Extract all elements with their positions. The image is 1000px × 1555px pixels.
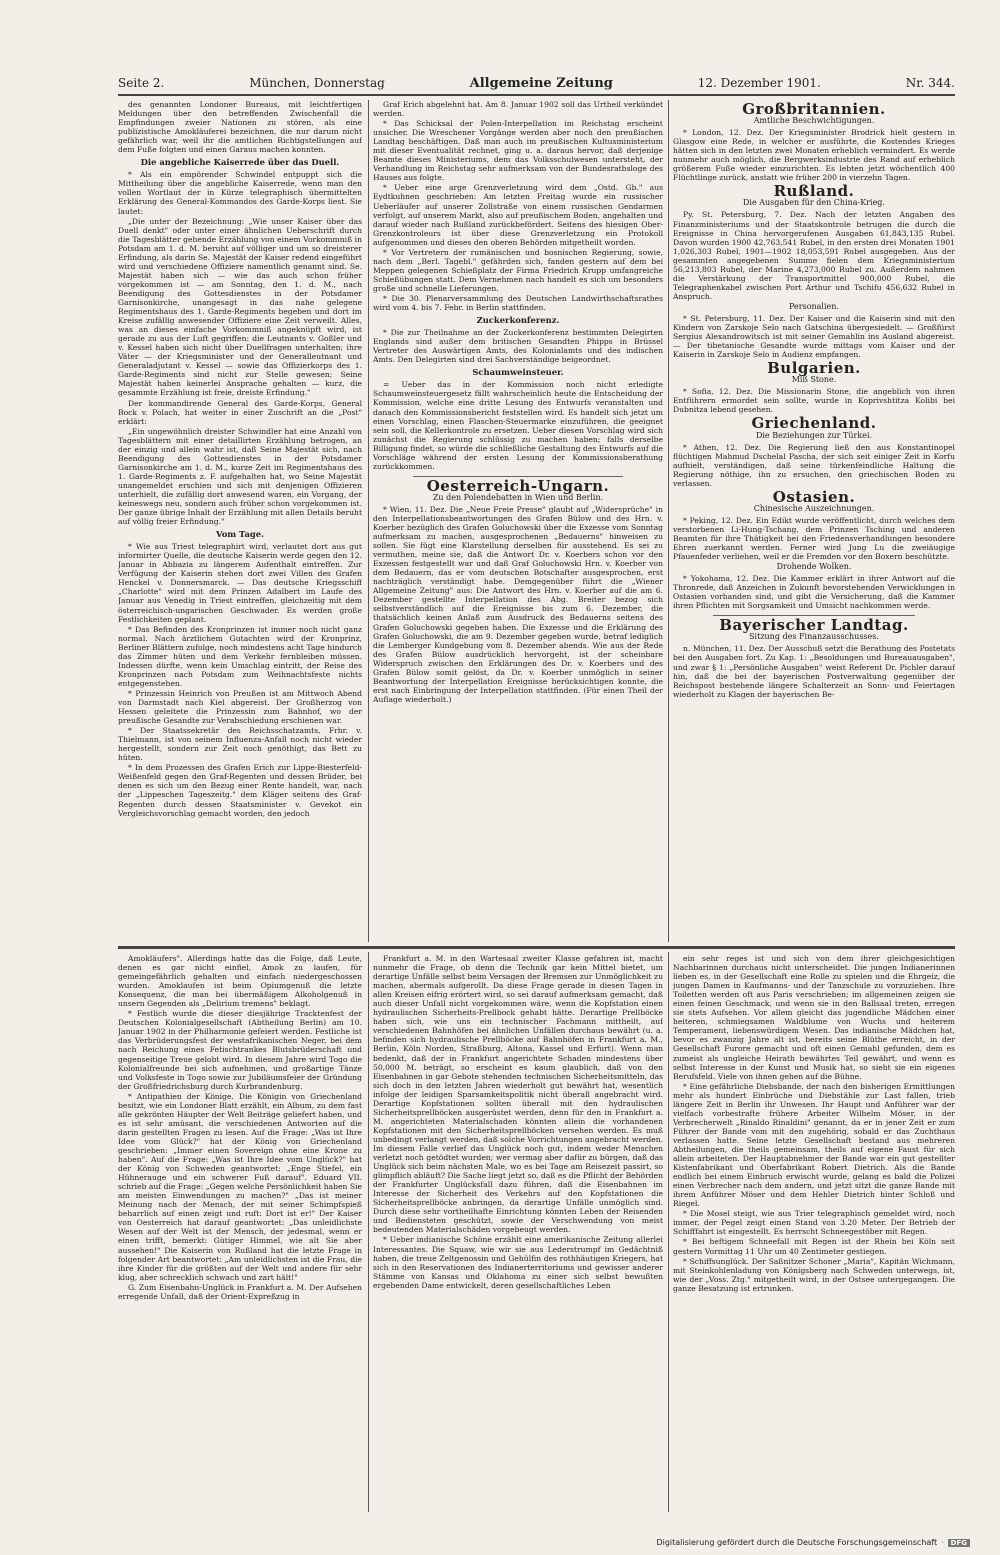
subheading: Drohende Wolken.: [776, 562, 852, 572]
masthead: Allgemeine Zeitung: [469, 75, 613, 91]
section-title: Bayerischer Landtag.: [719, 616, 909, 635]
paragraph: * Das Befinden des Kronprinzen ist immer noch nicht ganz normal. Nach ärztlichem Gutachten wird der Kronprinz, Berliner Blättern zufolge, noch mindestens acht Tage hindurch das Zimmer hüten und dem Verkehr fernbleiben müssen. Indessen dürfte, wenn kein Umschlag eintritt, der Reise des Kronprinzen nach Potsdam zum Weihnachtsfeste nichts entgegenstehen.: [118, 624, 362, 688]
paragraph: * Ueber eine arge Grenzverletzung wird dem „Ostd. Gb." aus Eydtkuhnen geschrieben: Am letzten Freitag wurde ein russischer Ueberläufer auf unserer Zollstraße von einem russischen Gendarmen verfolgt, auf unserem Markt, also auf preußischem Boden, angehalten und darauf wieder nach Rußland zurückbefördert. Seitens des hiesigen Ober-Grenzkontroleurs ist über diese Grenzverletzung ein Protokoll aufgenommen und dieses den oberen Behörden mitgetheilt worden.: [373, 183, 663, 247]
issue-number: Nr. 344.: [905, 76, 955, 90]
headline: Vom Tage.: [215, 529, 265, 540]
paragraph: * Yokohama, 12. Dez. Die Kammer erklärt in ihrer Antwort auf die Thronrede, daß Anzeichen in Zukunft bevorstehenden Verwicklungen in Ostasien vorhanden sind, und gibt die Versicherung, daß die Kammer ihren Pflichten mit Sorgsamkeit und Umsicht nachkommen werde.: [673, 574, 955, 611]
paragraph: Der kommandirende General des Garde-Korps, General Bock v. Polach, hat weiter in einer Zuschrift an die „Post" erklärt:: [118, 398, 362, 426]
paragraph: * Die Mosel steigt, wie aus Trier telegraphisch gemeldet wird, noch immer, der Pegel zeigt einen Stand von 3.20 Meter. Der Betrieb der Schifffahrt ist eingestellt. Es herrscht Schneegestöber mit Regen.: [673, 1209, 955, 1237]
paragraph: * Peking, 12. Dez. Ein Edikt wurde veröffentlicht, durch welches dem verstorbenen Li-Hung-Tschang, dem Prinzen Tsching und anderen Beamten für ihre Thätigkeit bei den Friedensverhandlungen besondere Ehren zuerkannt werden. Ferner wird Jung Lu die zweiäugige Pfauenfeder verliehen, weil er die Fremden vor den Boxern beschützte.: [673, 515, 955, 562]
header-date: 12. Dezember 1901.: [697, 76, 821, 90]
column-divider: [368, 100, 369, 942]
lower-column-2: [373, 954, 663, 1510]
section-title: Bulgarien.: [767, 359, 861, 378]
section-title: Großbritannien.: [742, 100, 886, 118]
section-title: Ostasien.: [772, 487, 856, 506]
subheading: Miß Stone.: [791, 375, 837, 385]
column-divider: [668, 952, 669, 1512]
column-3: [673, 100, 955, 942]
page-header: [118, 72, 955, 94]
paragraph: * Sofia, 12. Dez. Die Missionarin Stone, die angeblich von ihren Entführern ermordet sein sollte, wurde in Koprivshtitza Kolibi bei Dubnitza lebend gesehen.: [673, 387, 955, 415]
subheading: Personalien.: [789, 301, 839, 311]
lower-column-3: [673, 954, 955, 1510]
paragraph: * Die 30. Plenarversammlung des Deutschen Landwirthschaftsrathes wird vom 4. bis 7. Febr. in Berlin stattfinden.: [373, 293, 663, 313]
paragraph: = Ueber das in der Kommission noch nicht erledigte Schaumweinsteuergesetz fällt wahrscheinlich heute die Entscheidung der Kommission, welche eine dritte Lesung des Entwurfs veranstalten und danach den Kommissionsbericht feststellen wird. Es handelt sich jetzt um einen Vorschlag, einen Flaschen-Steuermarke einzuführen, die geeignet sein soll, die Kellerkontrole zu ersetzen. Ueber diesen Vorschlag wird sich zunächst die Regierung schlüssig zu machen haben; falls derselbe Billigung findet, so würde die schließliche Gestaltung des Entwurfs auf die Vorschläge während der ersten Lesung der Kommissionsberathung zurückkommen.: [373, 380, 663, 471]
subheading: Zu den Polendebatten in Wien und Berlin.: [432, 492, 604, 502]
section-divider: [118, 946, 955, 949]
headline: Die angebliche Kaiserrede über das Duell.: [140, 157, 340, 168]
headline: Zuckerkonferenz.: [476, 315, 560, 326]
paragraph: * Eine gefährliche Diebsbande, der nach den bisherigen Ermittlungen mehr als hundert Einbrüche und Diebstähle zur Last fallen, trieb längere Zeit in Berlin ihr Unwesen. Ihr Haupt und Anführer war der vielfach vorbestrafte frühere Arbeiter Wilhelm Möser, in der Verbrecherwelt „Rinaldo Rinaldini" genannt, da er in jener Zeit er zum Führer der Bande vom mit den zugehörig, sobald er das Zuchthaus verlassen hatte. Seine letzte Gesellschaft bestand aus mehreren Abtheilungen, die theils gemeinsam, theils auf eigene Faust für sich allein arbeiteten. Der Hauptabnehmer der Bande war ein gut gestellter Kistenfabrikant und Oberfabrikant Robert Dietrich. Als die Bande endlich bei einem Einbruch erwischt wurde, gelang es bald die Polizei einen Verbrecher nach dem andern, und jetzt sitzt die ganze Bande mit ihrem Anführer Möser und dem Hehler Dietrich hinter Schloß und Riegel.: [673, 1081, 955, 1209]
paragraph: ein sehr reges ist und sich von dem ihrer gleichgesichtigen Nachbarinnen durchaus nicht unterscheidet. Die jungen Indianerinnen lieben es, in der Gesellschaft eine Rolle zu spielen und die Ehrgeiz, die jungen Damen in Kaufmanns- und der Tanzschule zu vorzuziehen. Ihre Toiletten werden oft aus Paris verschrieben; im allgemeinen zeigen sie einen feinen Geschmack, und wenn sie in den Ballsaal treten, erregen sie stets Aufsehen. Vor allem gleicht das jugendliche Mädchen einer heiteren, schmiegsamen Waldblume von Wuchs und heiterem Temperament, liebenswürdigem Wesen. Das indianische Mädchen hat, bevor es zwanzig Jahre alt ist, bereits seine Blüthe erreicht, in der Gesellschaft Furore gemacht und oft einen Gemahl gefunden, dem es zumeist als ungleiche Heirath bewährtes Teil gewährt, und wenn es selbst Interesse in der Kunst und Musik hat, so sieht sie ein eigenes Berufsfeld. Viele von ihnen gehen auf die Bühne.: [673, 954, 955, 1081]
column-2: [373, 100, 663, 942]
paragraph: * Bei heftigem Schneefall mit Regen ist der Rhein bei Köln seit gestern Vormittag 11 Uhr um 40 Zentimeter gestiegen.: [673, 1237, 955, 1256]
paragraph: Frankfurt a. M. in den Wartesaal zweiter Klasse gefahren ist, macht nunmehr die Frage, ob denn die Technik gar kein Mittel bietet, um derartige Unfälle selbst beim Versagen der Bremsen zur Unmöglichkeit zu machen, abermals aufgerollt. Da diese Frage gerade in diesen Tagen in allen Kreisen eifrig erörtert wird, so sei darauf aufmerksam gemacht, daß auch dieser Unfall nicht vorgekommen wäre, wenn die Kopfstation einen hydraulischen Sicherheits-Prellbock gehabt hätte. Derartige Prellböcke haben sich, wie uns ein technischer Fachmann mittheilt, auf verschiedenen Bahnhöfen bei ähnlichen Unfällen durchaus bewährt (u. a. befinden sich hydraulische Prellböcke auf Bahnhöfen in Frankfurt a. M., Berlin, Köln Norden, Straßburg, Altona, Kassel und Erfurt). Wenn man bedenkt, daß der in Frankfurt angerichtete Schaden mindestens über 50,000 M. beträgt, so erscheint es kaum glaublich, daß von den Eisenbahnen in gar Gebote stehenden technischen Sicherheitsmitteln, das sich doch in den letzten Jahren wiederholt gut bewährt hat, wesentlich infolge der leidigen Sparsamkeitspolitik nicht überall angebracht wird. Derartige Kopfstationen sollten überall mit den hydraulischen Sicherheitsprellböcken ausgerüstet werden, denn für den in Frankfurt a. M. angerichteten Materialschaden könnten allein die vorhandenen Kopfstationen mit den Sicherheitsprellböcken versehen werden. Es muß unbedingt verlangt werden, daß solche Vorrichtungen angebracht werden. Im diesem Falle verlief das Unglück noch gut, indem weder Menschen verletzt noch getödtet wurden; wer vermag aber dafür zu bürgen, daß das Unglück sich beim nächsten Male, wo es bei Tage am Reisezeit passirt, so glimpflich abläuft? Die Sache liegt jetzt so, daß es die Pflicht der Behörden der Frankfurter Unglücksfall dazu führen, daß die Eisenbahnen im Interesse der Sicherheit des Verkehrs auf den Kopfstationen die Sicherheitsprellböcke anbringen, da derartige Unfälle unmöglich sind. Durch diese sehr vortheilhafte Einrichtung könnten Leben der Reisenden und Bediensteten geschützt, sowie der Verschwendung von meist bedeutenden Materialschäden vorgebeugt werden.: [373, 954, 663, 1235]
paragraph: * London, 12. Dez. Der Kriegsminister Brodrick hielt gestern in Glasgow eine Rede, in welcher er ausführte, die Kostendes Krieges hätten sich in den letzten zwei Monaten erheblich vermindert. Es werde nunmehr auch möglich, die Bergwerksindustrie des Rand auf erheblich größerem Fuße wieder einzurichten. Es lebten jetzt wöchentlich 400 Flüchtlinge zurück, anstatt wie früher 200 in vierzehn Tagen.: [673, 128, 955, 183]
paragraph: * Wien, 11. Dez. Die „Neue Freie Presse" glaubt auf „Widersprüche" in den Interpellationsbeantwortungen des Grafen Bülow und des Hrn. v. Koerber bezüglich des Grafen Goluchowski über die Exzesse vom Sonntag aufmerksam zu machen, ausgesprochenen „Bedauerns" hinweisen zu sollen. Sie fügt eine Klarstellung derselben für ausstehend. Es sei zu vermuthen, meine sie, daß die Antwort Dr. v. Koerbers schon vor den Exzessen festgestellt war und daß Graf Goluchowski Hrn. v. Koerber von dem Bedauern, das er vom deutschen Botschafter ausgesprochen, erst nachträglich verständigt habe. Demgegenüber führt die „Wiener Allgemeine Zeitung" aus: Die Antwort des Hrn. v. Koerber auf die am 6. Dezember gestellte Interpellation des Abg. Breiter bezog sich selbstverständlich auf die Ereignisse bis zum 6. Dezember, die thatsächlich keinen Anlaß zum Ausdruck des Bedauerns seitens des Grafen Goluchowski gegeben haben. Die Exzesse und die Erklärung des Grafen Goluchowski, die am 9. Dezember gegeben wurde, betraf lediglich die Lemberger Kundgebung vom 8. Dezember abends. Wie aus der Rede des Grafen Bülow ausdrücklich hervorgeht, ist der scheinbare Widerspruch zwischen den Erklärungen des Dr. v. Koerbers und des Grafen Bülow somit gelöst, da Dr. v. Koerber unmöglich in seiner Beantwortung der Interpellation Ereignisse berücksichtigen konnte, die erst nach Einbringung der Interpellation stattfinden. (Für einen Theil der Auflage wiederholt.): [373, 504, 663, 704]
lower-column-1: [118, 954, 362, 1510]
column-divider: [668, 100, 669, 942]
paragraph: * In dem Prozessen des Grafen Erich zur Lippe-Biesterfeld-Weißenfeld gegen den Graf-Regenten und dessen Brüder, bei denen es sich um den Bezug einer Rente handelt, war, nach der „Lippeschen Tageszeitg." dem Kläger seitens des Graf-Regenten durch dessen Staatsminister v. Gevekot ein Vergleichsvorschlag gemacht worden, den jedoch: [118, 763, 362, 818]
section-title: Oesterreich-Ungarn.: [426, 476, 610, 495]
paragraph: Amokläufers". Allerdings hatte das die Folge, daß Leute, denen es gar nicht einfiel, Amok zu laufen, für gemeingefährlich gehalten und einfach niedergeschossen wurden. Amoklaufen ist beim Opiumgenuß die letzte Konsequenz, die man bei übermäßigem Alkoholgenuß in unsern Gegenden als „Delirium tremens" beklagt.: [118, 954, 362, 1009]
subheading: Chinesische Auszeichnungen.: [753, 503, 875, 513]
headline: Schaumweinsteuer.: [472, 367, 564, 378]
header-rule: [118, 94, 955, 96]
section-title: Griechenland.: [751, 414, 877, 433]
section-title: Rußland.: [773, 182, 855, 201]
paragraph: * Das Schicksal der Polen-Interpellation im Reichstag erscheint unsicher. Die Wreschener Vorgänge werden aber noch den preußischen Landtag beschäftigen. Daß man auch im preußischen Kultusministerium mit dieser Eventualität rechnet, ging u. a. daraus hervor, daß derjenige Beamte dieses Ministeriums, dem das Volksschulwesen untersteht, der Verhandlung im Reichstag sehr aufmerksam von der Bundesrathsloge des Hauses aus folgte.: [373, 119, 663, 183]
paragraph: * Antipathien der Könige. Die Königin von Griechenland besitzt, wie ein Londoner Blatt erzählt, ein Album, zu dem fast alle gekrönten Häupter der Welt Beiträge geliefert haben, und es ist sehr amüsant, die verschiedenen Antworten auf die darin gestellten Fragen zu lesen. Auf die Frage: „Was ist Ihre Idee vom Glück?" hat der König von Griechenland geschrieben: „Immer einen Sovereign ohne eine Krone zu haben". Auf die Frage: „Was ist Ihre Idee vom Unglück?" hat der König von Schweden geantwortet: „Enge Stiefel, ein Hühnerauge und ein schwerer Fuß darauf". Eduard VII. schrieb auf die Frage: „Gegen welche Persönlichkeit haben Sie am meisten Einwendungen zu machen?" „Das ist meiner Meinung nach der Mensch, der mit seiner Schimpfspieß beharrlich auf einen zeigt und ruft: Dort ist er!" Der Kaiser von Oesterreich hat darauf geantwortet: „Das unleidlichste Wesen auf der Welt ist der Mensch, der jedesmal, wenn er einen trifft, bemerkt: Gütiger Himmel, wie alt Sie aber aussehen!" Die Kaiserin von Rußland hat die letzte Frage in folgender Art beantwortet: „Am unleidlichsten ist die Frau, die ihre Kinder für die größten auf der Welt und andere für sehr klug, aber schrecklich schwach und zart hält!": [118, 1091, 362, 1282]
page-number: Seite 2.: [118, 76, 165, 90]
paragraph: * St. Petersburg, 11. Dez. Der Kaiser und die Kaiserin sind mit den Kindern von Zarskoje Selo nach Gatschina übergesiedelt. — Großfürst Sergius Alexandrowitsch ist mit seiner Gemahlin ins Ausland abgereist. — Der tibetanische Gesandte wurde mittags vom Kaiser und der Kaiserin in Zarskoje Selo in Audienz empfangen.: [673, 313, 955, 360]
subheading: Sitzung des Finanzausschusses.: [749, 632, 879, 642]
paragraph: * Ueber indianische Schöne erzählt eine amerikanische Zeitung allerlei Interessantes. Die Squaw, wie wir sie aus Lederstrumpf im Gedächtniß haben, die treue Zeltgenossin und Gehülfin des rothhäutigen Kriegers, hat sich in den Reservationen des Indianerterritoriums und gewisser anderer Stämme von Kansas und Oklahoma zu einer sich selbst bewußten ergebenden Dame entwickelt, deren gesellschaftliches Leben: [373, 1235, 663, 1290]
header-city: München, Donnerstag: [249, 76, 385, 90]
column-1: [118, 100, 362, 942]
paragraph: * Schiffsunglück. Der Saßnitzer Schoner „Maria", Kapitän Wichmann, mit Steinkohlenladung von Königsberg nach Schweden unterwegs, ist, wie der „Voss. Ztg." mitgetheilt wird, in der Ostsee untergegangen. Die ganze Besatzung ist ertrunken.: [673, 1256, 955, 1293]
paragraph: * Vor Vertretern der rumänischen und bosnischen Regierung, sowie, nach dem „Berl. Tagebl." gefährden sich, fanden gestern auf dem bei Meppen gelegenen Schießplatz der Firma Friedrich Krupp umfangreiche Schießübungen statt. Dem Vernehmen nach handelt es sich um besonders große und schnelle Lieferungen.: [373, 247, 663, 293]
digitization-credit: [656, 1538, 970, 1547]
subheading: Amtliche Beschwichtigungen.: [753, 116, 875, 126]
subheading: Die Beziehungen zur Türkei.: [755, 430, 873, 440]
paragraph: * Der Staatssekretär des Reichsschatzamts, Frhr. v. Thielmann, ist von seinem Influenza-Anfall noch nicht wieder hergestellt, sondern zur Zeit noch genöthigt, das Bett zu hüten.: [118, 726, 362, 763]
paragraph: Py. St. Petersburg, 7. Dez. Nach der letzten Angaben des Finanzministeriums und der Staatskontrole betrugen die durch die Ereignisse in China hervorgerufenen Ausgaben 61,843,135 Rubel. Davon wurden 1900 42,763,541 Rubel, in den ersten drei Monaten 1901 1,026,303 Rubel, 1901—1902 18,053,591 Rubel ausgegeben. Aus der gesammten angegebenen Summe fielen dem Kriegsministerium 56,213,803 Rubel, der Marine 4,273,000 Rubel zu. Außerdem nahmen die Verstärkung der Transportmittel 900,000 Rubel, die Telegraphenkabel zwischen Port Arthur und Tschifu 456,632 Rubel in Anspruch.: [673, 210, 955, 301]
subheading: Die Ausgaben für den China-Krieg.: [743, 198, 885, 208]
paragraph: n. München, 11. Dez. Der Ausschuß setzt die Berathung des Postetats bei den Ausgaben fort. Zu Kap. 1: „Besoldungen und Bureauausgaben", und zwar § 1: „Persönliche Ausgaben" weist Referent Dr. Pichler darauf hin, daß die bei der bayerischen Postverwaltung gegenüber der Reichspost bestehende längere Schalterzeit an Sonn- und Feiertagen wiederholt zu Klagen der bayerischen Be-: [673, 644, 955, 699]
separator-dot: ·: [941, 1538, 944, 1547]
paragraph: „Die unter der Bezeichnung: „Wie unser Kaiser über das Duell denkt" oder unter einer ähnlichen Ueberschrift durch die Tagesblätter gehende Erzählung von einem Vorkommniß in Potsdam am 1. d. M. beruht auf völliger und um so dreisterer Erfindung, als darin Se. Majestät der Kaiser redend eingeführt wird und verschiedene Offiziere namentlich genannt sind. Se. Majestät haben sich — wie das auch schon früher vorgekommen ist — am Sonntag, den 1. d. M., nach Beendigung des Gottesdienstes in der Potsdamer Garnisonkirche, unangesagt in das nahe gelegene Regimentshaus des 1. Garde-Regiments begeben und dort im Kreise zufällig anwesender Offiziere eine Zeit verweilt. Alles, was an dieses einfache Vorkommniß angeknüpft wird, ist gerade zu aus der Luft gegriffen: die Leutnants v. Goßler und v. Kessel haben sich nicht über Duellfragen unterhalten; ihre Väter — der Kriegsminister und der Generalleutnant und Generaladjutant v. Kessel — sowie das Offizierkorps des 1. Garde-Regiments sind nicht zur Stelle gewesen; Seine Majestät haben keinerlei Ansprache gehalten — kurz, die gesammte Erzählung ist freie, dreiste Erfindung.": [118, 216, 362, 398]
paragraph: * Wie aus Triest telegraphirt wird, verlautet dort aus gut informirter Quelle, die deutsche Kaiserin werde gegen den 12. Januar in Abbazia zu längerem Aufenthalt eintreffen. Zur Verfügung der Kaiserin stehen dort zwei Villen des Grafen Henckel v. Donnersmarck. — Das deutsche Kriegsschiff „Charlotte" wird mit dem Prinzen Adalbert im Laufe des Januar aus Venedig in Triest eintreffen, gleichzeitig mit dem österreichisch-ungarischen Geschwader. Es werden große Festlichkeiten geplant.: [118, 542, 362, 624]
credit-text: Digitalisierung gefördert durch die Deutsche Forschungsgemeinschaft: [656, 1538, 938, 1547]
paragraph: „Ein ungewöhnlich dreister Schwindler hat eine Anzahl von Tagesblättern mit einer detaillirten Erzählung betrogen, an der einzig und allein wahr ist, daß Seine Majestät sich, nach Beendigung des Gottesdienstes in der Potsdamer Garnisonkirche am 1. d. M., kurze Zeit im Regimentshaus des 1. Garde-Regiments z. F. aufgehalten hat, wo Seine Majestät unangemeldet erschien und sich mit denjenigen Offizieren unterhielt, die zufällig dort anwesend waren, ein Vorgang, der keineswegs neu, sondern auch früher schon vorgekommen ist. Der ganze übrige Inhalt der Erzählung mit allen Details beruht auf völlig freier Erfindung.": [118, 426, 362, 527]
paragraph: * Athen, 12. Dez. Die Regierung ließ den aus Konstantinopel flüchtigen Mahmud Dschelal Pascha, der sich seit einiger Zeit in Korfu aufhielt, verständigen, daß seine türkenfeindliche Haltung die Regierung nöthige, ihn zu ersuchen, den griechischen Boden zu verlassen.: [673, 442, 955, 488]
paragraph: * Die zur Theilnahme an der Zuckerkonferenz bestimmten Delegirten Englands sind außer dem britischen Gesandten Phipps in Brüssel Vertreter des Auswärtigen Amts, des Kolonialamts und des indischen Amts. Den Delegirten sind drei Sachverständige beigeordnet.: [373, 328, 663, 365]
column-divider: [368, 952, 369, 1512]
paragraph: * Als ein empörender Schwindel entpuppt sich die Mittheilung über die angebliche Kaiserrede, wenn man den vollen Wortlaut der in Kürze telegraphisch übermittelten Erklärung des General-Kommandos des Garde-Korps liest. Sie lautet:: [118, 170, 362, 216]
paragraph: G. Zum Eisenbahn-Unglück in Frankfurt a. M. Der Aufsehen erregende Unfall, daß der Orient-Expreßzug in: [118, 1282, 362, 1301]
paragraph: Graf Erich abgelehnt hat. Am 8. Januar 1902 soll das Urtheil verkündet werden.: [373, 100, 663, 119]
paragraph: * Prinzessin Heinrich von Preußen ist am Mittwoch Abend von Darmstadt nach Kiel abgereist. Der Großherzog von Hessen geleitete die Prinzessin zum Bahnhof, wo der preußische Gesandte zur Verabschiedung erschienen war.: [118, 688, 362, 726]
dfg-logo: DFG: [948, 1539, 970, 1547]
paragraph: * Festlich wurde die dieser diesjährige Tracktenfest der Deutschen Kolonialgesellschaft (Abtheilung Berlin) am 10. Januar 1902 in der Philharmonie gefeiert werden. Festliche ist das Verbrüderungsfest der westafrikanischen Neger, bei dem nach Reichung eines Fetischtrankes Blutsbrüderschaft und gegenseitige Treue gelobt wird. In diesem Jahre wird Togo die Kolonialfreunde bei sich aufnehmen, und großartige Tänze und Volksfeste in Togo sowie zur Jubiläumsfeier der Gründung der Großfriedrichsburg durch Kurbrandenburg.: [118, 1009, 362, 1091]
paragraph: des genannten Londoner Bureaus, mit leichtfertigen Meldungen über den betreffenden Zwischenfall die Empfindungen zweier Nationen zu stören, als eine publizistische Amokläuferei bezeichnen, die nur darum nicht gefährlich war, weil ihr die amtlichen Richtigstellungen auf dem Fuße folgten und einen Garaus machen konnten.: [118, 100, 362, 155]
